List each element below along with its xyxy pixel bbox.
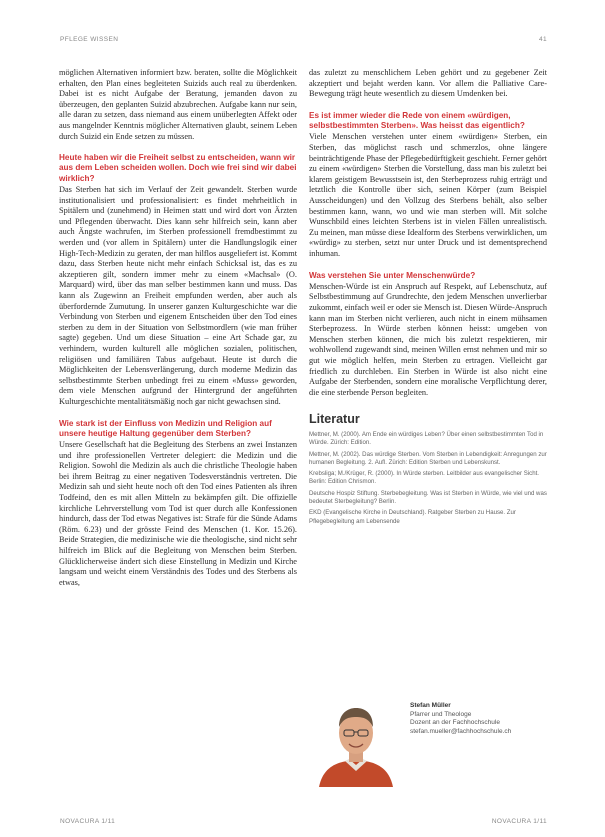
question-heading: Wie stark ist der Einfluss von Medizin und Religion auf unsere heutige Haltung gegenüber dem Sterben? xyxy=(59,418,272,438)
portrait-illustration xyxy=(317,697,395,787)
question-heading: Es ist immer wieder die Rede von einem «würdigen, selbstbestimmten Sterben». Was heisst das eigentlich? xyxy=(309,110,525,131)
question-heading: Was verstehen Sie unter Menschenwürde? xyxy=(309,270,476,280)
paragraph: das zuletzt zu menschlichem Leben gehört und zu gegebener Zeit akzeptiert und bejaht werden kann. Vor allem die Palliative Care-Bewegung trägt heute wesentlich zu diesem Umdenken bei. xyxy=(309,68,547,99)
reference-item: Mettner, M. (2002). Das würdige Sterben. Vom Sterben in Lebendigkeit: Anregungen zur humanen Begleitung. 2. Aufl. Zürich: Edition Sterben und Lebenskunst. xyxy=(309,450,547,466)
question-heading: Heute haben wir die Freiheit selbst zu entscheiden, wann wir aus dem Leben scheiden wollen. Doch wie frei sind wir dabei wirklich? xyxy=(59,153,297,183)
reference-item: Krebsliga; M./Krüger, R. (2000). In Würde sterben. Leitbilder aus evangelischer Sicht. Berlin: Edition Chrismon. xyxy=(309,470,539,486)
reference-item: Mettner, M. (2000). Am Ende ein würdiges Leben? Über einen selbstbestimmten Tod in Würde. Zürich: Edition. xyxy=(309,430,544,447)
author-role: Pfarrer und Theologe xyxy=(410,710,472,718)
author-box xyxy=(309,695,547,785)
running-header-left: PFLEGE WISSEN xyxy=(60,36,119,43)
reference-item: EKD (Evangelische Kirche in Deutschland). Ratgeber Sterben zu Hause. Zur Pflegebegleitung am Lebensende xyxy=(309,509,516,525)
author-name: Stefan Müller xyxy=(410,702,451,709)
literature-heading: Literatur xyxy=(309,412,360,427)
footer-left: NOVACURA 1/11 xyxy=(60,818,116,825)
author-info xyxy=(410,702,511,736)
paragraph: Unsere Gesellschaft hat die Begleitung des Sterbens an zwei Instanzen und ihre professionellen Vertreter delegiert: die Medizin und die Religion. Sowohl die Medizin als auch die christliche Theologie haben bei ihrem Beitrag zu einer negativen Todesverständnis vertreten. Die Medizin sah und sieht heute noch oft den Tod eines Patienten als ihren Todfeind, den es mit allen Mitteln zu bekämpfen gilt. Die offizielle kirchliche Lehrverstellung vom Tod ist quer durch alle Konfessionen hindurch, dass der Tod etwas Negatives ist: Strafe für die Sünde Adams (Röm. 6.23) und der grösste Feind des Menschen (1. Kor. 15.26). Beide Strategien, die medizinische wie die theologische, sind nicht sehr hilfreich im Blick auf die Begleitung von Menschen beim Sterben. Glücklicherweise ändert sich diese Einstellung in Medizin und Kirche langsam und weicht einem Verständnis des Todes und des Sterbens als etwas, xyxy=(59,440,298,587)
page-number: 41 xyxy=(538,36,547,43)
reference-list xyxy=(309,431,547,526)
paragraph: Viele Menschen verstehen unter einem «würdigen» Sterben, ein Sterben, das möglichst rasch und schmerzlos, ohne längere beinträchtigende Phase der Pflegebedürftigkeit geschieht. Ferner gehört zu einem «würdigen» Sterben die Vorstellung, dass man bis zuletzt bei klarem geistigem Bewusstsein ist, den Sterbeprozess ruhig erträgt und letztlich die Kontrolle über sich, seinen Körper (zum Beispiel Ausscheidungen) und den Vollzug des Sterbens behält, also selber bestimmen kann, wann, wo und wie man sterben will. Mit solche Wunschbild eines leichten Sterbens ist in vielen Fällen unrealistisch. Zu meinen, man müsse diese Idealform des Sterbens verwirklichen, um «würdig» zu sterben, setzt nur unter Druck und ist dementsprechend inhuman. xyxy=(309,132,547,258)
author-portrait xyxy=(317,697,395,787)
footer-right: NOVACURA 1/11 xyxy=(491,818,547,825)
paragraph: Menschen-Würde ist ein Anspruch auf Respekt, auf Lebenschutz, auf Selbstbestimmung auf Grundrechte, den jedem Menschen unverlierbar zukommt, einfach weil er oder sie Mensch ist. Diesen Würde-Anspruch kann man im Sterben nicht verlieren, auch nicht in einem mühsamen Sterbeprozess. In Würde sterben können heisst: umgeben von Menschen sterben können, die mich bis zuletzt respektieren, mir wohlwollend zugewandt sind, meinen Willen ernst nehmen und mir so gut wie möglich helfen, mein Sterben zu ertragen. Vielleicht gar friedlich zu durchleben. Ein Sterben in Würde ist also nicht eine Aufgabe der Sterbenden, sondern eine moralische Verpflichtung derer, die eine sterbende Person begleiten. xyxy=(309,281,547,397)
left-column xyxy=(59,68,297,588)
right-column xyxy=(309,68,547,529)
author-email: stefan.mueller@fachhochschule.ch xyxy=(410,727,512,735)
reference-item: Deutsche Hospiz Stiftung. Sterbebegleitung. Was ist Sterben in Würde, wie viel und was bedeutet Sterbegleitung? Berlin. xyxy=(309,489,547,505)
paragraph: Das Sterben hat sich im Verlauf der Zeit gewandelt. Sterben wurde institutionalisiert und professionalisiert: es findet mehrheitlich in Spitälern und (zunehmend) in Heimen statt und wird dort von Ärzten und Pflegenden überwacht. Dies kann sehr hilfreich sein, kann aber auch Ängste wachrufen, im Sterben professionell fremdbestimmt zu werden und (vor allem in Spitälern) unter die Handlungslogik einer High-Tech-Medizin zu geraten, der man hilflos ausgeliefert ist. Kommt dazu, dass Sterben heute nicht mehr einfach Schicksal ist, das es zu akzeptieren gilt, sondern immer mehr zu einem «Machsal» (O. Marquard) wird, über das man selber bestimmen kann und muss. Das kann als Zugewinn an Freiheit empfunden werden, aber auch als überfordernde Zumutung. In unserer ganzen Kulturgeschichte war die Verbindung von Sterben und eigenem Entscheiden über den Tod eines sterben zu dem in der Situation von Selbstmordlern (wie man früher sagte) gegeben. Und um diese Situation – eine Art Schade gar, zu verhindern, wurden kulturell alle möglichen sozialen, politischen, religiösen und familiären Tabus aufgebaut. Heute ist durch die Möglichkeiten der Lebensverlängerung, durch moderne Medizin das selbstbestimmte Sterben unbedingt frei zu einem «Muss» geworden, dem viele Menschen aufgrund der Hintergrund der angeführten Kulturgeschichte mentalitätsmäßig noch gar nicht gewachsen sind. xyxy=(59,185,297,406)
author-affiliation: Dozent an der Fachhochschule xyxy=(410,719,500,727)
paragraph: möglichen Alternativen informiert bzw. beraten, sollte die Möglichkeit erhalten, den Plan eines begleiteten Suizids auch real zu überdenken. Dabei ist es nicht Aufgabe der Beratung, jemanden davon zu überzeugen, den geplanten Suizid abzubrechen. Aufgabe kann nur sein, alle daran zu setzen, dass niemand aus einem unüberlegten Affekt oder aus mangelnder Kenntnis möglicher Alternativen glaubt, seinem Leben durch Suizid ein Ende setzen zu müssen. xyxy=(59,68,297,141)
